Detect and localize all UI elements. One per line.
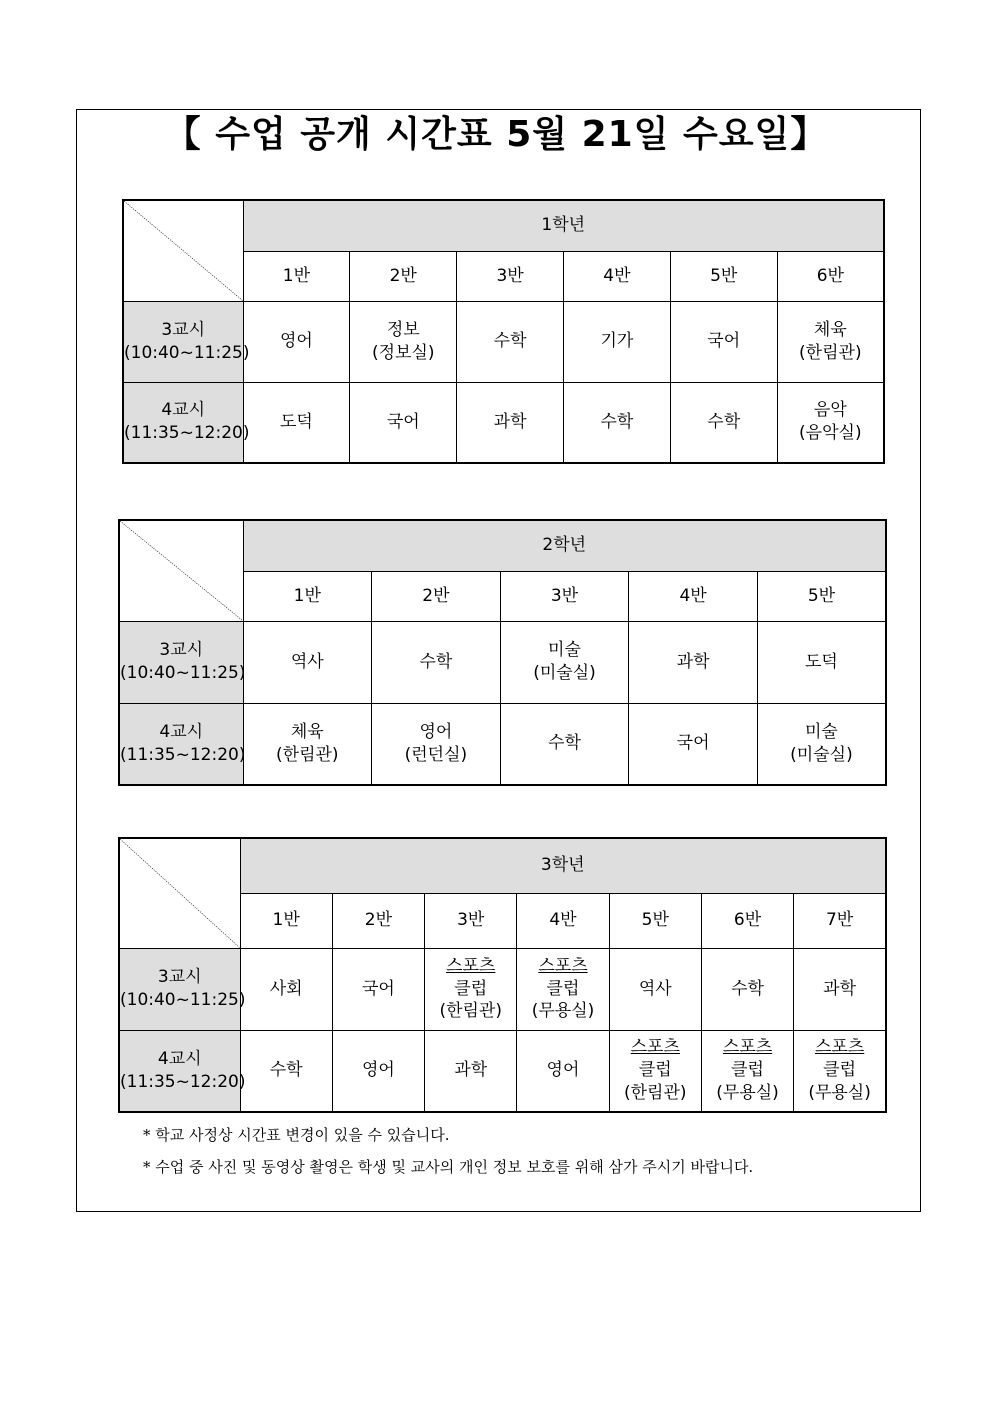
schedule-change-note: * 학교 사정상 시간표 변경이 있을 수 있습니다.: [143, 1126, 450, 1144]
class-header: 2반: [332, 893, 424, 948]
class-header: 6반: [777, 251, 884, 301]
class-header: 4반: [629, 571, 758, 621]
subject-cell: 도덕: [757, 621, 886, 703]
subject-cell: 스포츠 클럽 (한림관): [609, 1030, 701, 1112]
subject-cell: 국어: [629, 703, 758, 785]
period-label: 3교시 (10:40~11:25): [119, 948, 240, 1030]
grade-header: 2학년: [243, 520, 886, 571]
subject-cell: 과학: [794, 948, 886, 1030]
subject-cell: 미술 (미술실): [757, 703, 886, 785]
subject-cell: 과학: [457, 382, 564, 463]
class-header: 5반: [757, 571, 886, 621]
class-header: 3반: [500, 571, 629, 621]
subject-cell: 기가: [563, 301, 670, 382]
class-header: 2반: [372, 571, 501, 621]
class-header: 6반: [701, 893, 793, 948]
grade-header: 1학년: [243, 200, 884, 251]
subject-cell: 체육 (한림관): [243, 703, 372, 785]
subject-cell: 수학: [500, 703, 629, 785]
subject-cell: 스포츠 클럽 (무용실): [517, 948, 609, 1030]
class-header: 1반: [243, 571, 372, 621]
subject-cell: 수학: [563, 382, 670, 463]
subject-cell: 영어: [332, 1030, 424, 1112]
subject-cell: 스포츠 클럽 (무용실): [794, 1030, 886, 1112]
subject-cell: 음악 (음악실): [777, 382, 884, 463]
subject-cell: 도덕: [243, 382, 350, 463]
subject-cell: 영어: [517, 1030, 609, 1112]
class-header: 5반: [609, 893, 701, 948]
subject-cell: 국어: [350, 382, 457, 463]
grade-header: 3학년: [240, 838, 886, 893]
period-label: 3교시 (10:40~11:25): [123, 301, 243, 382]
class-header: 3반: [425, 893, 517, 948]
period-label: 3교시 (10:40~11:25): [119, 621, 243, 703]
subject-cell: 국어: [332, 948, 424, 1030]
class-header: 4반: [563, 251, 670, 301]
subject-cell: 미술 (미술실): [500, 621, 629, 703]
class-header: 5반: [670, 251, 777, 301]
class-header: 4반: [517, 893, 609, 948]
subject-cell: 정보 (정보실): [350, 301, 457, 382]
class-header: 1반: [243, 251, 350, 301]
subject-cell: 수학: [670, 382, 777, 463]
page-title: 【 수업 공개 시간표 5월 21일 수요일】: [164, 114, 828, 155]
subject-cell: 과학: [629, 621, 758, 703]
subject-cell: 과학: [425, 1030, 517, 1112]
corner-cell: [119, 520, 243, 621]
subject-cell: 수학: [701, 948, 793, 1030]
subject-cell: 사회: [240, 948, 332, 1030]
subject-cell: 영어: [243, 301, 350, 382]
class-header: 1반: [240, 893, 332, 948]
subject-cell: 수학: [457, 301, 564, 382]
subject-cell: 스포츠 클럽 (무용실): [701, 1030, 793, 1112]
subject-cell: 역사: [243, 621, 372, 703]
period-label: 4교시 (11:35~12:20): [119, 703, 243, 785]
subject-cell: 수학: [240, 1030, 332, 1112]
grade1-timetable: [122, 199, 885, 464]
period-label: 4교시 (11:35~12:20): [123, 382, 243, 463]
class-header: 2반: [350, 251, 457, 301]
photo-restriction-note: * 수업 중 사진 및 동영상 촬영은 학생 및 교사의 개인 정보 보호를 위해 삼가 주시기 바랍니다.: [143, 1158, 754, 1176]
subject-cell: 국어: [670, 301, 777, 382]
grade2-timetable: [118, 519, 887, 786]
subject-cell: 역사: [609, 948, 701, 1030]
grade3-timetable: [118, 837, 887, 1113]
corner-cell: [123, 200, 243, 301]
period-label: 4교시 (11:35~12:20): [119, 1030, 240, 1112]
subject-cell: 스포츠 클럽 (한림관): [425, 948, 517, 1030]
class-header: 3반: [457, 251, 564, 301]
subject-cell: 영어 (런던실): [372, 703, 501, 785]
corner-cell: [119, 838, 240, 948]
subject-cell: 체육 (한림관): [777, 301, 884, 382]
class-header: 7반: [794, 893, 886, 948]
subject-cell: 수학: [372, 621, 501, 703]
